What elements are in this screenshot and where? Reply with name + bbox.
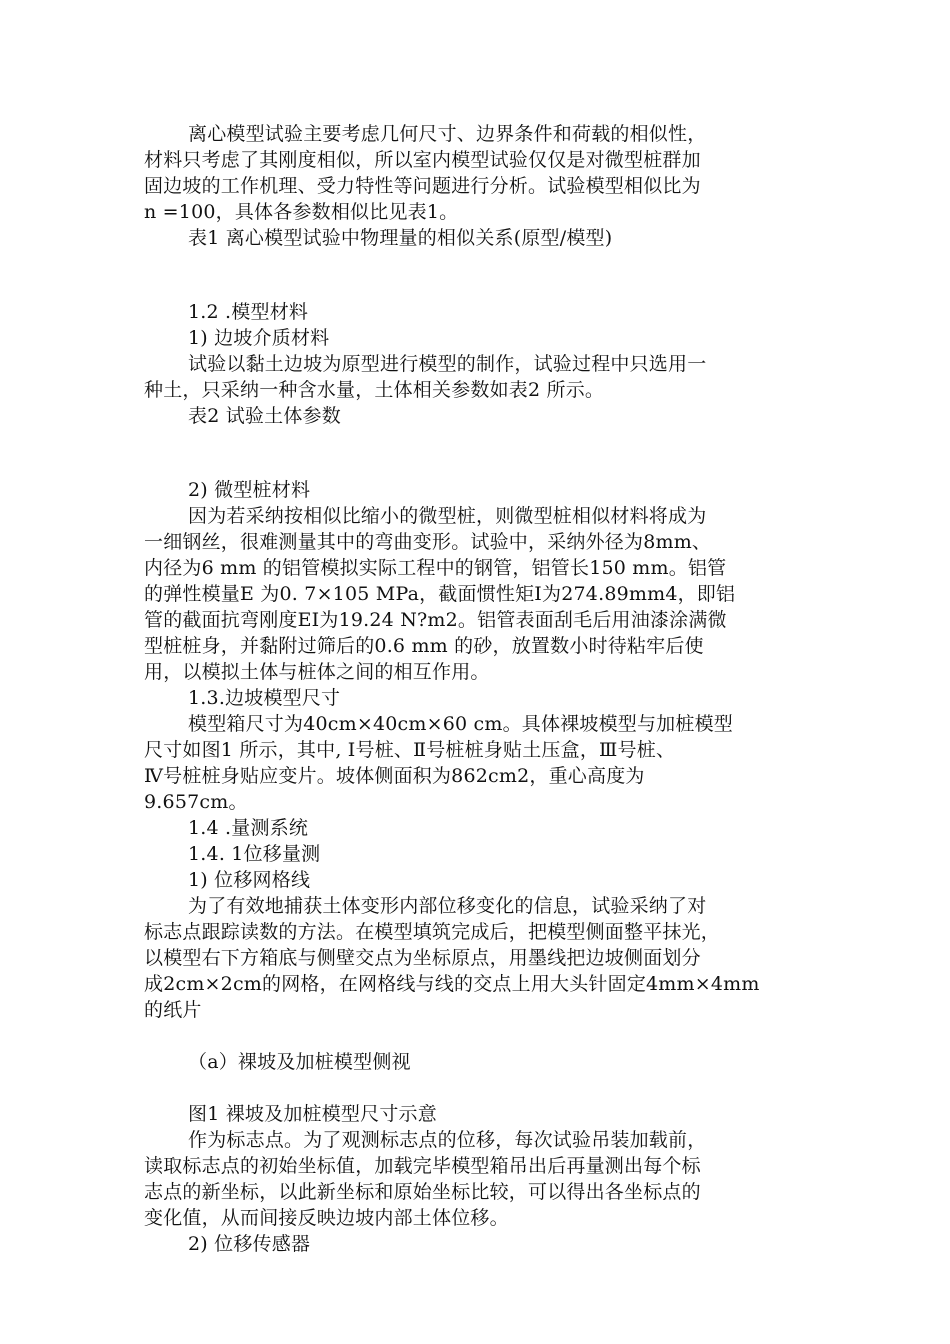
paragraph-line: 的弹性模量E 为0. 7×105 MPa，截面惯性矩I为274.89mm4，即铝 (144, 583, 736, 605)
paragraph-line: 一细钢丝，很难测量其中的弯曲变形。试验中，采纳外径为8mm、 (144, 531, 712, 553)
paragraph-line: Ⅳ号桩桩身贴应变片。坡体侧面积为862cm2，重心高度为 (144, 765, 645, 787)
paragraph-line: 志点的新坐标，以此新坐标和原始坐标比较，可以得出各坐标点的 (144, 1181, 701, 1203)
figure-subcaption: （a）裸坡及加桩模型侧视 (188, 1051, 411, 1073)
paragraph-line: 9.657cm。 (144, 791, 248, 813)
table-caption: 表2 试验土体参数 (188, 405, 341, 427)
paragraph-line: 型桩桩身，并黏附过筛后的0.6 mm 的砂，放置数小时待粘牢后使 (144, 635, 704, 657)
subsection-heading: 2) 微型桩材料 (188, 479, 311, 501)
paragraph-line: 用，以模拟土体与桩体之间的相互作用。 (144, 661, 490, 683)
paragraph-line: 管的截面抗弯刚度EI为19.24 N?m2。铝管表面刮毛后用油漆涂满微 (144, 609, 727, 631)
paragraph-line: 的纸片 (144, 999, 202, 1021)
paragraph-line: 成2cm×2cm的网格，在网格线与线的交点上用大头针固定4mm×4mm (144, 973, 760, 995)
subsection-heading: 2) 位移传感器 (188, 1233, 311, 1255)
paragraph-line: 作为标志点。为了观测标志点的位移，每次试验吊装加载前， (188, 1129, 707, 1151)
paragraph-line: 为了有效地捕获土体变形内部位移变化的信息，试验采纳了对 (188, 895, 707, 917)
paragraph-line: 材料只考虑了其刚度相似，所以室内模型试验仅仅是对微型桩群加 (144, 149, 701, 171)
figure-caption: 图1 裸坡及加桩模型尺寸示意 (188, 1103, 437, 1125)
subsection-heading: 1.4. 1位移量测 (188, 843, 321, 865)
paragraph-line: 试验以黏土边坡为原型进行模型的制作，试验过程中只选用一 (188, 353, 707, 375)
section-heading: 1.2 .模型材料 (188, 301, 309, 323)
paragraph-line: 标志点跟踪读数的方法。在模型填筑完成后，把模型侧面整平抹光， (144, 921, 721, 943)
table-caption: 表1 离心模型试验中物理量的相似关系(原型/模型) (188, 227, 613, 249)
paragraph-line: 以模型右下方箱底与侧壁交点为坐标原点，用墨线把边坡侧面划分 (144, 947, 701, 969)
paragraph-line: 固边坡的工作机理、受力特性等问题进行分析。试验模型相似比为 (144, 175, 701, 197)
paragraph-line: 离心模型试验主要考虑几何尺寸、边界条件和荷载的相似性， (188, 123, 707, 145)
section-heading: 1.4 .量测系统 (188, 817, 309, 839)
paragraph-line: 模型箱尺寸为40cm×40cm×60 cm。具体裸坡模型与加桩模型 (188, 713, 733, 735)
paragraph-line: n =100，具体各参数相似比见表1。 (144, 201, 459, 223)
subsection-heading: 1) 边坡介质材料 (188, 327, 330, 349)
paragraph-line: 变化值，从而间接反映边坡内部土体位移。 (144, 1207, 509, 1229)
paragraph-line: 尺寸如图1 所示，其中, Ⅰ号桩、Ⅱ号桩桩身贴土压盒，Ⅲ号桩、 (144, 739, 676, 761)
section-heading: 1.3.边坡模型尺寸 (188, 687, 341, 709)
paragraph-line: 读取标志点的初始坐标值，加载完毕模型箱吊出后再量测出每个标 (144, 1155, 701, 1177)
subsection-heading: 1) 位移网格线 (188, 869, 311, 891)
paragraph-line: 因为若采纳按相似比缩小的微型桩，则微型桩相似材料将成为 (188, 505, 707, 527)
paragraph-line: 内径为6 mm 的铝管模拟实际工程中的钢管，铝管长150 mm。铝管 (144, 557, 727, 579)
paragraph-line: 种土，只采纳一种含水量，土体相关参数如表2 所示。 (144, 379, 605, 401)
